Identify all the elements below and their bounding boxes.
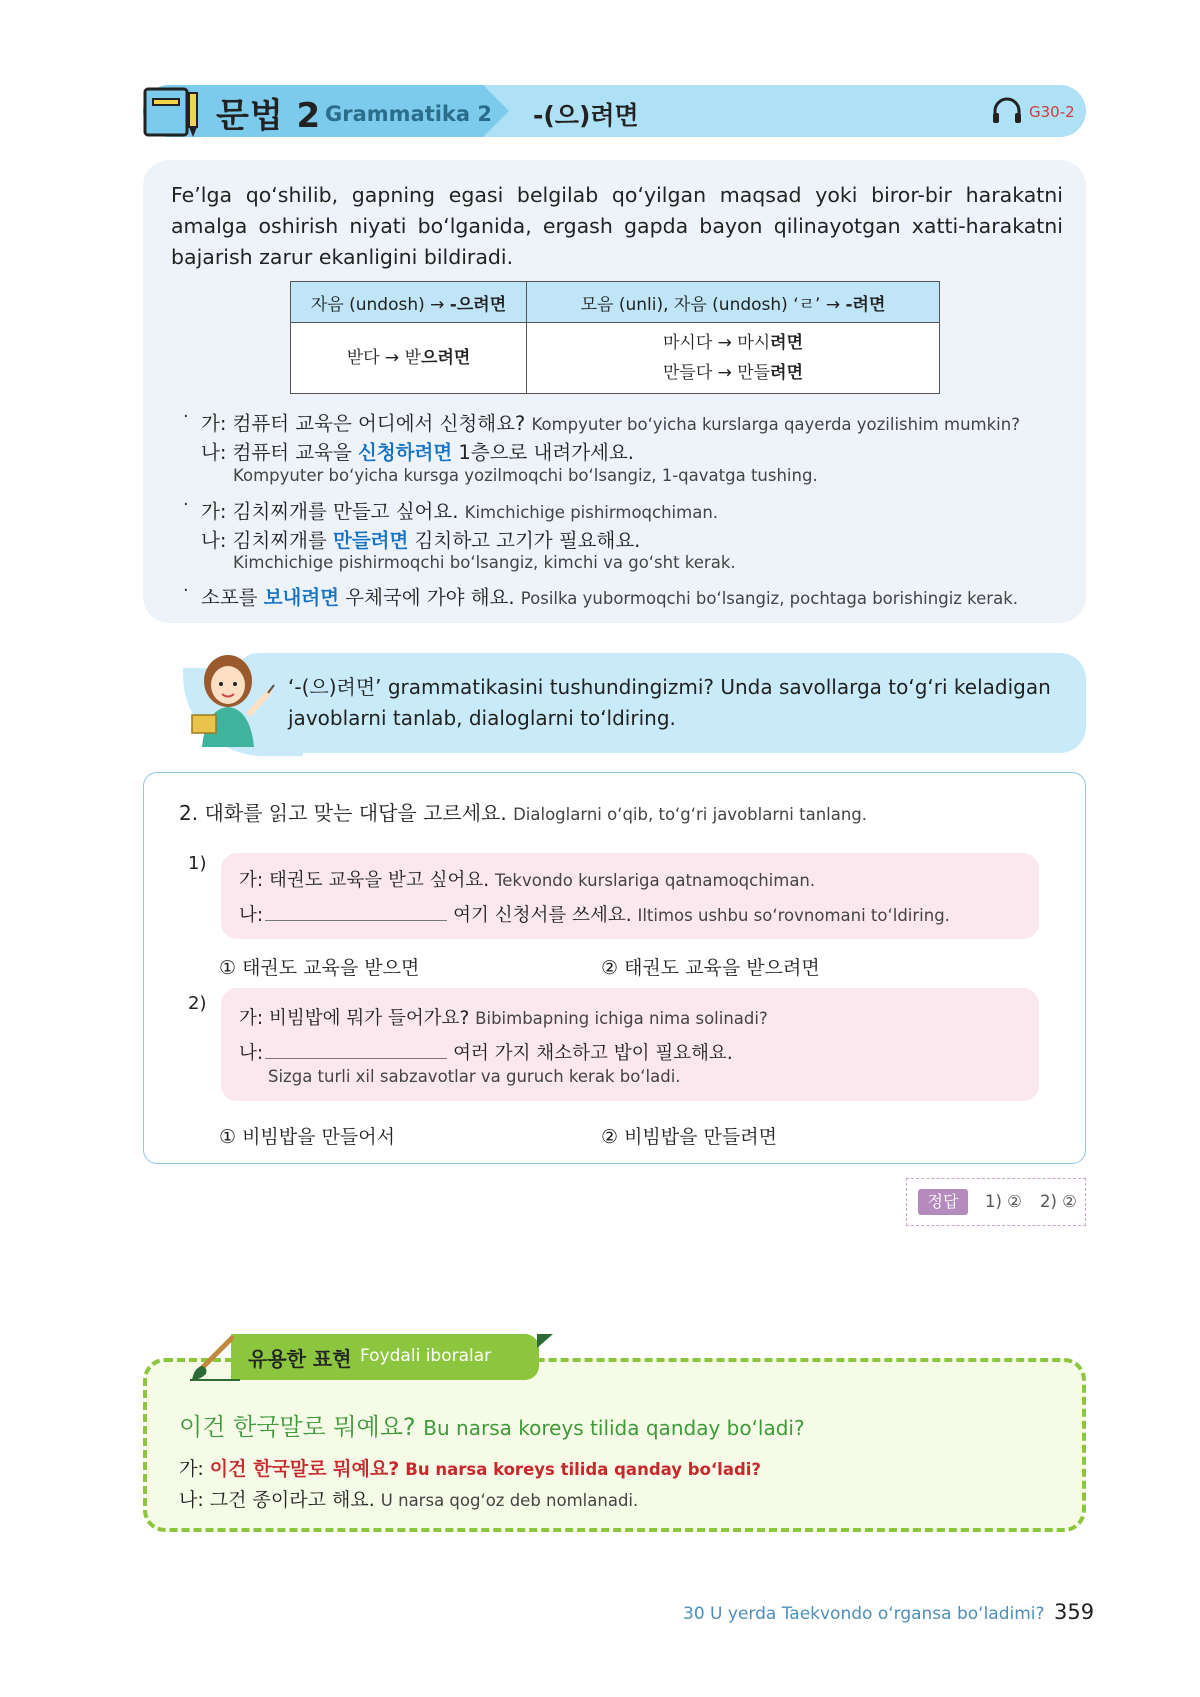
useful-expressions-title-ko: 유용한 표현 bbox=[248, 1347, 352, 1371]
teacher-illustration bbox=[188, 651, 276, 747]
question-2-number: 2) bbox=[188, 993, 207, 1014]
headphone-icon[interactable] bbox=[991, 97, 1023, 125]
example-2-question: 가: 김치찌개를 만들고 싶어요. Kimchichige pishirmoqchiman. bbox=[201, 500, 719, 523]
question-2-option-2[interactable]: ② 비빔밥을 만들려면 bbox=[601, 1126, 777, 1148]
useful-expression-line-1: 가: 이건 한국말로 뭐예요? Bu narsa koreys tilida qanday bo‘ladi? bbox=[179, 1458, 761, 1480]
example-3: 소포를 보내려면 우체국에 가야 해요. Posilka yubormoqchi bo‘lsangiz, pochtaga borishingiz kerak. bbox=[201, 586, 1018, 609]
question-2-line-b: 나: 여러 가지 채소하고 밥이 필요해요. bbox=[239, 1039, 733, 1065]
book-icon bbox=[143, 85, 201, 139]
useful-tab-fold bbox=[537, 1334, 553, 1348]
question-1-option-1[interactable]: ① 태권도 교육을 받으면 bbox=[219, 957, 420, 979]
section-title-uz: Grammatika 2 bbox=[325, 102, 492, 126]
answer-1: 1) ② bbox=[985, 1192, 1022, 1211]
grammar-point-title: -(으)려면 bbox=[533, 101, 639, 130]
question-1-line-b: 나: 여기 신청서를 쓰세요. Iltimos ushbu so‘rovnomani to‘ldiring. bbox=[239, 901, 950, 927]
answer-blank[interactable] bbox=[265, 1040, 447, 1059]
question-2-line-b-translation: Sizga turli xil sabzavotlar va guruch kerak bo‘ladi. bbox=[268, 1067, 681, 1086]
section-title-ko: 문법 2 bbox=[216, 96, 322, 136]
audio-track-code[interactable]: G30-2 bbox=[1029, 103, 1075, 121]
conjugation-table bbox=[290, 281, 940, 394]
footer-chapter-title: 30 U yerda Taekvondo o‘rgansa bo‘ladimi? bbox=[683, 1604, 1045, 1624]
answer-blank[interactable] bbox=[265, 902, 447, 921]
table-cell-vowel: 마시다 → 마시려면 만들다 → 만들려면 bbox=[527, 323, 940, 394]
bullet: · bbox=[183, 580, 189, 601]
exercise-instruction: 2. 대화를 읽고 맞는 대답을 고르세요. Dialoglarni o‘qib, to‘g‘ri javoblarni tanlang. bbox=[179, 801, 868, 825]
useful-expression-headline: 이건 한국말로 뭐예요? Bu narsa koreys tilida qanday bo‘ladi? bbox=[179, 1413, 805, 1441]
question-1-option-2[interactable]: ② 태권도 교육을 받으려면 bbox=[601, 957, 820, 979]
table-header-consonant: 자음 (undosh) → -으려면 bbox=[291, 282, 527, 323]
bullet: · bbox=[183, 494, 189, 515]
example-1-answer: 나: 컴퓨터 교육을 신청하려면 1층으로 내려가세요. bbox=[201, 441, 634, 464]
answer-2: 2) ② bbox=[1040, 1192, 1077, 1211]
question-2-line-a: 가: 비빔밥에 뭐가 들어가요? Bibimbapning ichiga nima solinadi? bbox=[239, 1008, 768, 1029]
page-number: 359 bbox=[1054, 1600, 1095, 1624]
example-2-answer-translation: Kimchichige pishirmoqchi bo‘lsangiz, kimchi va go‘sht kerak. bbox=[233, 553, 736, 572]
answer-key-label: 정답 bbox=[918, 1189, 968, 1215]
question-1-number: 1) bbox=[188, 853, 207, 874]
question-2-option-1[interactable]: ① 비빔밥을 만들어서 bbox=[219, 1126, 395, 1148]
bullet: · bbox=[183, 406, 189, 427]
question-1-line-a: 가: 태권도 교육을 받고 싶어요. Tekvondo kurslariga qatnamoqchiman. bbox=[239, 870, 816, 891]
example-1-answer-translation: Kompyuter bo‘yicha kursga yozilmoqchi bo‘lsangiz, 1-qavatga tushing. bbox=[233, 466, 818, 485]
example-2-answer: 나: 김치찌개를 만들려면 김치하고 고기가 필요해요. bbox=[201, 529, 641, 552]
table-header-vowel: 모음 (unli), 자음 (undosh) ‘ㄹ’ → -려면 bbox=[527, 282, 940, 323]
grammar-explanation: Fe’lga qo‘shilib, gapning egasi belgilab qo‘yilgan maqsad yoki biror-bir harakatni amalga oshirish niyati bo‘lganida, ergash gapda bayon qilinayotgan xatti-harakatni bajarish zarur ekanligini bildiradi. bbox=[171, 183, 1063, 269]
useful-expressions-title-uz: Foydali iboralar bbox=[360, 1346, 492, 1366]
useful-expression-line-2: 나: 그건 종이라고 해요. U narsa qog‘oz deb nomlanadi. bbox=[179, 1489, 639, 1511]
tip-text: ‘-(으)려면’ grammatikasini tushundingizmi? Unda savollarga to‘g‘ri keladigan javoblarni tanlab, dialoglarni to‘ldiring. bbox=[288, 675, 1051, 730]
example-1-question: 가: 컴퓨터 교육은 어디에서 신청해요? Kompyuter bo‘yicha kurslarga qayerda yozilishim mumkin? bbox=[201, 412, 1020, 435]
brush-icon bbox=[188, 1330, 242, 1382]
table-cell-consonant: 받다 → 받으려면 bbox=[291, 323, 527, 394]
